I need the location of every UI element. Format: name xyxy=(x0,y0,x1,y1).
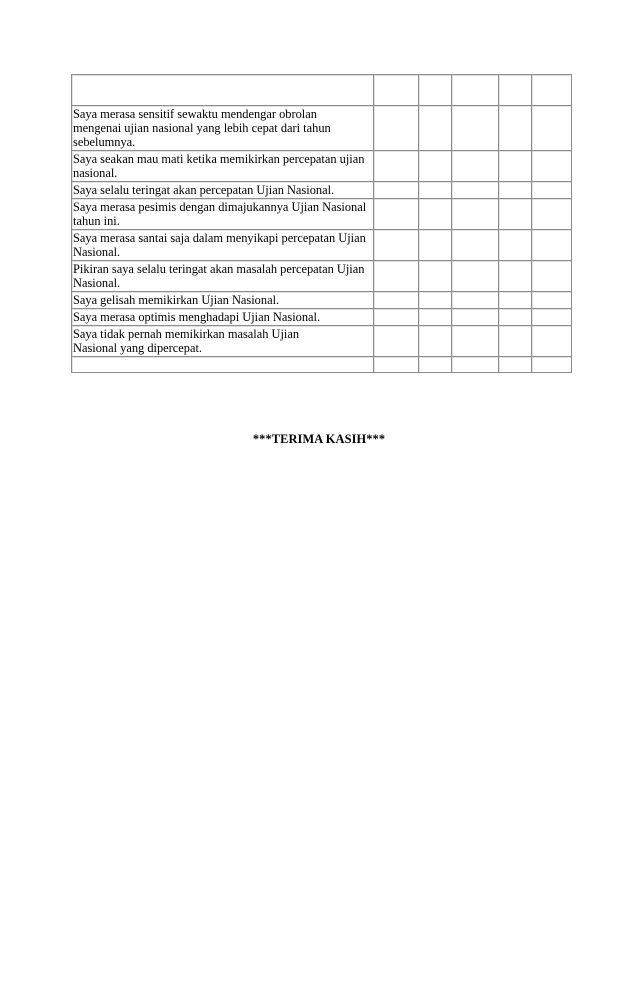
answer-cell[interactable] xyxy=(374,326,419,357)
statement-cell: Saya merasa pesimis dengan dimajukannya Ujian Nasional tahun ini. xyxy=(72,199,374,230)
answer-cell[interactable] xyxy=(374,106,419,151)
footer-cell xyxy=(374,357,419,373)
answer-cell[interactable] xyxy=(452,151,499,182)
footer-cell xyxy=(499,357,532,373)
answer-cell[interactable] xyxy=(499,199,532,230)
answer-cell[interactable] xyxy=(419,292,452,309)
footer-cell xyxy=(452,357,499,373)
header-cell xyxy=(419,75,452,106)
statement-cell: Saya merasa santai saja dalam menyikapi percepatan Ujian Nasional. xyxy=(72,230,374,261)
footer-cell xyxy=(419,357,452,373)
statement-cell: Saya merasa sensitif sewaktu mendengar obrolan mengenai ujian nasional yang lebih cepat dari tahun sebelumnya. xyxy=(72,106,374,151)
answer-cell[interactable] xyxy=(499,230,532,261)
answer-cell[interactable] xyxy=(374,230,419,261)
answer-cell[interactable] xyxy=(532,230,572,261)
closing-thanks: ***TERIMA KASIH*** xyxy=(252,432,386,446)
answer-cell[interactable] xyxy=(452,106,499,151)
answer-cell[interactable] xyxy=(374,309,419,326)
table-row xyxy=(72,199,572,230)
answer-cell[interactable] xyxy=(499,309,532,326)
statement-cell: Saya selalu teringat akan percepatan Ujian Nasional. xyxy=(72,182,374,199)
answer-cell[interactable] xyxy=(374,199,419,230)
table-row xyxy=(72,292,572,309)
header-cell xyxy=(532,75,572,106)
answer-cell[interactable] xyxy=(532,292,572,309)
answer-cell[interactable] xyxy=(532,261,572,292)
footer-cell xyxy=(72,357,374,373)
statement-cell: Saya seakan mau mati ketika memikirkan percepatan ujian nasional. xyxy=(72,151,374,182)
questionnaire-table xyxy=(71,74,572,373)
answer-cell[interactable] xyxy=(532,326,572,357)
statement-cell: Pikiran saya selalu teringat akan masalah percepatan Ujian Nasional. xyxy=(72,261,374,292)
answer-cell[interactable] xyxy=(374,151,419,182)
answer-cell[interactable] xyxy=(419,151,452,182)
answer-cell[interactable] xyxy=(532,182,572,199)
answer-cell[interactable] xyxy=(532,106,572,151)
answer-cell[interactable] xyxy=(499,261,532,292)
answer-cell[interactable] xyxy=(532,151,572,182)
answer-cell[interactable] xyxy=(419,326,452,357)
answer-cell[interactable] xyxy=(452,326,499,357)
table-row xyxy=(72,182,572,199)
answer-cell[interactable] xyxy=(452,182,499,199)
answer-cell[interactable] xyxy=(419,199,452,230)
answer-cell[interactable] xyxy=(499,106,532,151)
answer-cell[interactable] xyxy=(532,199,572,230)
table-header-row xyxy=(72,75,572,106)
header-cell xyxy=(452,75,499,106)
statement-cell: Saya gelisah memikirkan Ujian Nasional. xyxy=(72,292,374,309)
header-cell xyxy=(499,75,532,106)
table-row xyxy=(72,151,572,182)
footer-cell xyxy=(532,357,572,373)
table-row xyxy=(72,326,572,357)
statement-cell: Saya merasa optimis menghadapi Ujian Nasional. xyxy=(72,309,374,326)
answer-cell[interactable] xyxy=(452,261,499,292)
answer-cell[interactable] xyxy=(374,182,419,199)
table-row xyxy=(72,106,572,151)
answer-cell[interactable] xyxy=(452,309,499,326)
answer-cell[interactable] xyxy=(452,292,499,309)
table-row xyxy=(72,230,572,261)
answer-cell[interactable] xyxy=(419,182,452,199)
table-row xyxy=(72,309,572,326)
table-footer-row xyxy=(72,357,572,373)
answer-cell[interactable] xyxy=(532,309,572,326)
answer-cell[interactable] xyxy=(374,261,419,292)
answer-cell[interactable] xyxy=(374,292,419,309)
answer-cell[interactable] xyxy=(419,230,452,261)
answer-cell[interactable] xyxy=(499,182,532,199)
table-row xyxy=(72,261,572,292)
header-cell xyxy=(374,75,419,106)
answer-cell[interactable] xyxy=(419,106,452,151)
answer-cell[interactable] xyxy=(452,230,499,261)
answer-cell[interactable] xyxy=(419,261,452,292)
answer-cell[interactable] xyxy=(499,292,532,309)
answer-cell[interactable] xyxy=(499,151,532,182)
answer-cell[interactable] xyxy=(419,309,452,326)
statement-cell: Saya tidak pernah memikirkan masalah Ujian Nasional yang dipercepat. xyxy=(72,326,374,357)
answer-cell[interactable] xyxy=(452,199,499,230)
answer-cell[interactable] xyxy=(499,326,532,357)
header-cell xyxy=(72,75,374,106)
